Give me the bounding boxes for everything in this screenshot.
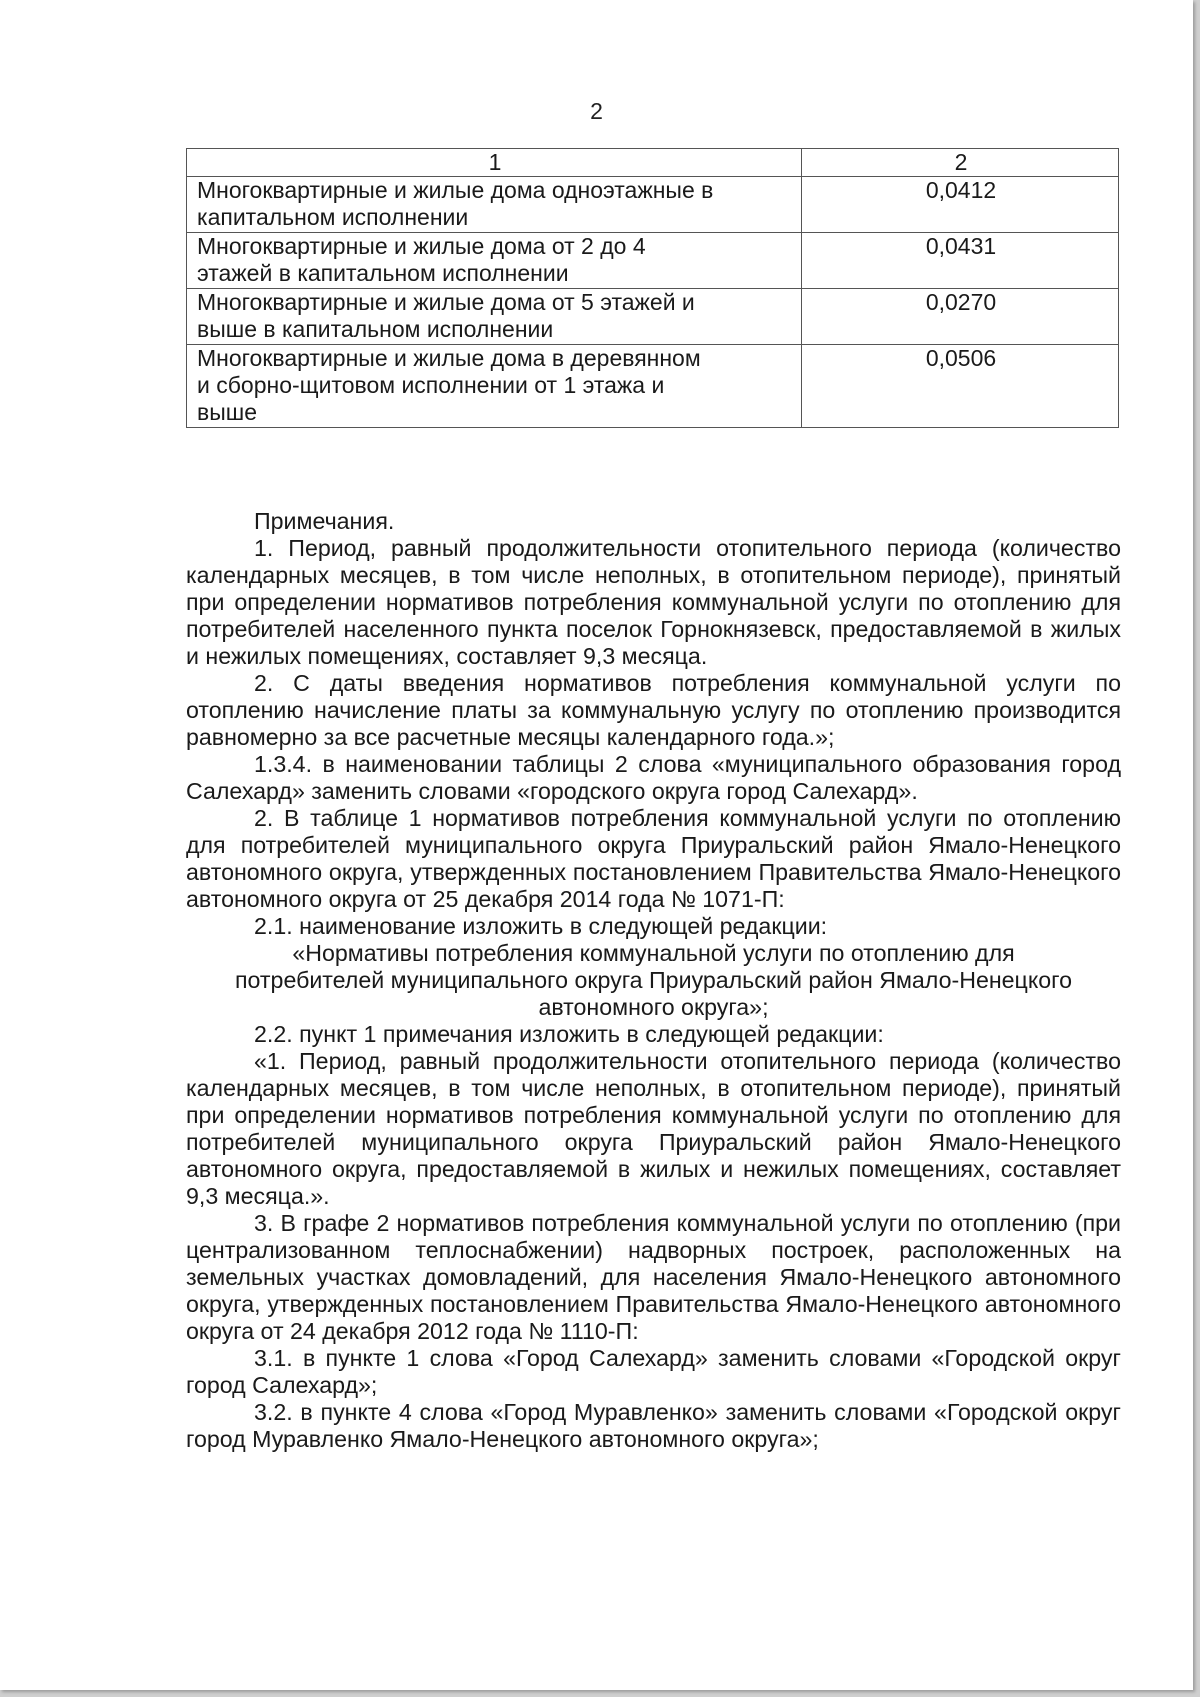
paragraph-note-2: 2. С даты введения нормативов потребления коммунальной услуги по отоплению начисление платы за коммунальную услугу по отоплению производится равномерно за все расчетные месяцы календарного года.»; [186, 670, 1121, 750]
paragraph-note-1: 1. Период, равный продолжительности отопительного периода (количество календарных месяцев, в том числе неполных, в отопительном периоде), принятый при определении нормативов потребления коммунальной услуги по отоплению для потребителей населенного пункта поселок Горнокнязевск, предоставляемой в жилых и нежилых помещениях, составляет 9,3 месяца. [186, 535, 1121, 669]
paragraph-norms-title: «Нормативы потребления коммунальной услуги по отоплению для потребителей муниципального округа Приуральский район Ямало-Ненецкого автономного округа»; [234, 940, 1072, 1020]
table-row [187, 177, 1119, 233]
paragraph-2-1: 2.1. наименование изложить в следующей редакции: [254, 913, 828, 939]
norms-table [186, 148, 1119, 428]
row-value: 0,0412 [802, 177, 1119, 233]
table-header-col-1: 1 [187, 149, 802, 177]
paragraph-3-1: 3.1. в пункте 1 слова «Город Салехард» заменить словами «Городской округ город Салехард»; [186, 1345, 1121, 1398]
page-number: 2 [590, 98, 603, 124]
row-value: 0,0270 [802, 289, 1119, 345]
table-row [187, 233, 1119, 289]
table-row [187, 345, 1119, 428]
paragraph-3-2: 3.2. в пункте 4 слова «Город Муравленко» заменить словами «Городской округ город Муравленко Ямало-Ненецкого автономного округа»; [186, 1399, 1121, 1452]
paragraph-2-2-text: «1. Период, равный продолжительности отопительного периода (количество календарных месяцев, в том числе неполных, в отопительном периоде), принятый при определении нормативов потребления коммунальной услуги по отоплению для потребителей муниципального округа Приуральский район Ямало-Ненецкого автономного округа, предоставляемой в жилых и нежилых помещениях, составляет 9,3 месяца.». [186, 1048, 1121, 1209]
row-label [187, 289, 802, 345]
paragraph-2: 2. В таблице 1 нормативов потребления коммунальной услуги по отоплению для потребителей муниципального округа Приуральский район Ямало-Ненецкого автономного округа, утвержденных постановлением Правительства Ямало-Ненецкого автономного округа от 25 декабря 2014 года № 1071-П: [186, 805, 1121, 912]
notes-heading: Примечания. [254, 508, 395, 534]
paragraph-2-2: 2.2. пункт 1 примечания изложить в следующей редакции: [254, 1021, 884, 1047]
row-value: 0,0506 [802, 345, 1119, 428]
row-label-text: Многоквартирные и жилые дома от 2 до 4 этажей в капитальном исполнении [197, 233, 646, 286]
row-label: Многоквартирные и жилые дома одноэтажные в капитальном исполнении [187, 177, 802, 233]
row-label [187, 233, 802, 289]
row-label-text: Многоквартирные и жилые дома в деревянном и сборно-щитовом исполнении от 1 этажа и выше [197, 345, 701, 425]
table-header-row [187, 149, 1119, 177]
table-header-col-2: 2 [802, 149, 1119, 177]
table-row [187, 289, 1119, 345]
row-label-text: Многоквартирные и жилые дома от 5 этажей и выше в капитальном исполнении [197, 289, 695, 342]
row-value: 0,0431 [802, 233, 1119, 289]
paragraph-3: 3. В графе 2 нормативов потребления коммунальной услуги по отоплению (при централизованном теплоснабжении) надворных построек, расположенных на земельных участках домовладений, для населения Ямало-Ненецкого автономного округа, утвержденных постановлением Правительства Ямало-Ненецкого автономного округа от 24 декабря 2012 года № 1110-П: [186, 1210, 1121, 1344]
paragraph-1-3-4: 1.3.4. в наименовании таблицы 2 слова «муниципального образования город Салехард» заменить словами «городского округа город Салехард». [186, 751, 1121, 804]
row-label [187, 345, 802, 428]
document-body [186, 508, 1121, 1453]
